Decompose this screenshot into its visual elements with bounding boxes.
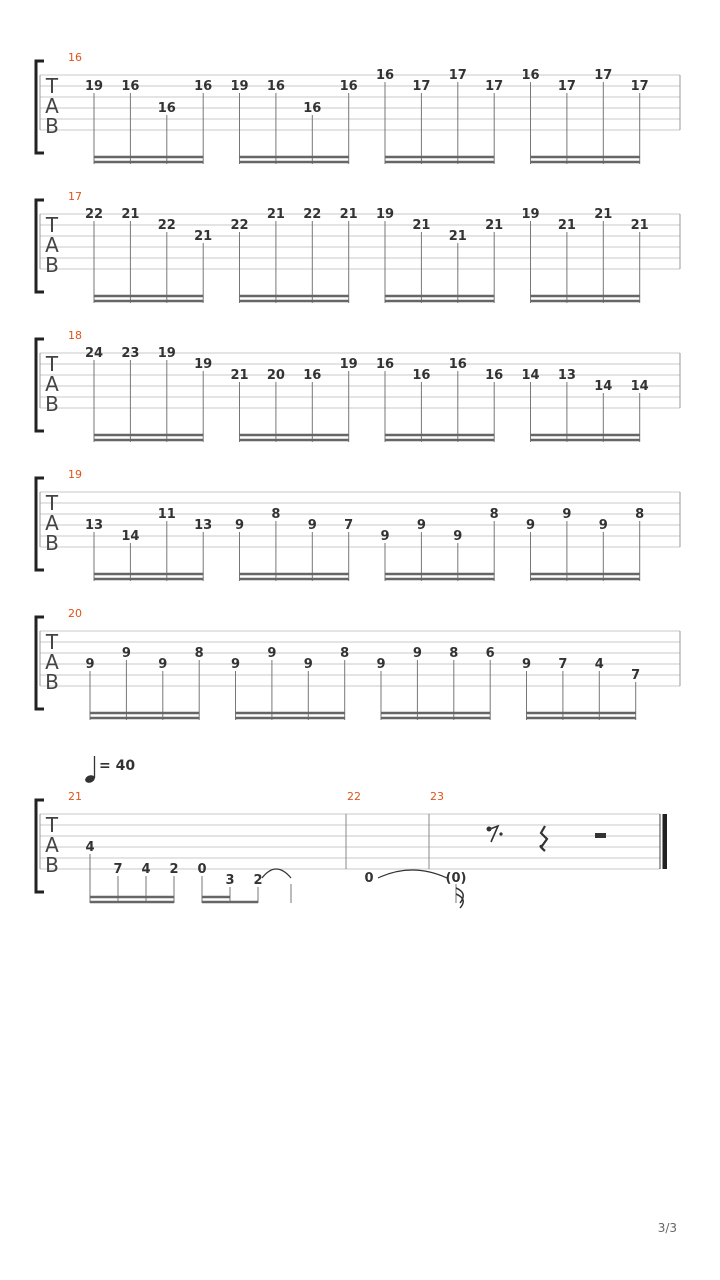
tab-clef-b: B — [45, 114, 59, 138]
fret-number: 9 — [562, 507, 572, 522]
fret-number: 2 — [253, 873, 263, 888]
page-number: 3/3 — [657, 1221, 677, 1235]
fret-number: 0 — [364, 871, 374, 886]
fret-number: 17 — [448, 68, 467, 83]
tab-clef-b: B — [45, 670, 59, 694]
fret-number: 19 — [84, 79, 104, 94]
fret-number: 9 — [412, 646, 422, 661]
tempo-marking — [84, 756, 96, 784]
fret-number: 22 — [157, 218, 176, 233]
fret-number: 0 — [197, 862, 207, 877]
tab-clef-a: A — [45, 233, 59, 257]
fret-number: 9 — [234, 518, 245, 533]
fret-number: 9 — [85, 657, 95, 672]
fret-number: 16 — [339, 79, 358, 94]
fret-number: 23 — [121, 346, 140, 361]
fret-number: 9 — [376, 657, 386, 672]
fret-number: 21 — [630, 218, 649, 233]
fret-number: 9 — [267, 646, 277, 661]
fret-number: 9 — [380, 529, 390, 544]
fret-number: 8 — [449, 646, 459, 661]
fret-number: 21 — [230, 368, 249, 383]
fret-number: 21 — [266, 207, 285, 222]
fret-number: 7 — [344, 518, 354, 533]
fret-number: 9 — [307, 518, 317, 533]
tab-clef-b: B — [45, 392, 59, 416]
fret-number: 22 — [84, 207, 104, 222]
fret-number: 2 — [169, 862, 179, 877]
tempo-value: = 40 — [99, 758, 136, 774]
fret-number: 9 — [158, 657, 168, 672]
flag-icon — [456, 888, 463, 908]
tab-clef-a: A — [45, 511, 59, 535]
fret-number: 16 — [266, 79, 285, 94]
fret-number: 17 — [412, 79, 431, 94]
measure-number: 18 — [68, 329, 82, 342]
tab-clef-a: A — [45, 650, 59, 674]
fret-number: 24 — [84, 346, 104, 361]
fret-number: 21 — [594, 207, 613, 222]
fret-number: 16 — [194, 79, 213, 94]
tie-arc — [378, 870, 447, 878]
fret-number: 16 — [375, 357, 395, 372]
measure-number: 19 — [68, 468, 82, 481]
fret-number: 21 — [412, 218, 431, 233]
fret-number: 9 — [230, 657, 241, 672]
fret-number: 8 — [194, 646, 204, 661]
fret-number: 19 — [230, 79, 249, 94]
measure-number: 22 — [347, 790, 361, 803]
fret-number: 21 — [339, 207, 358, 222]
fret-number: 14 — [121, 529, 140, 544]
fret-number: 16 — [485, 368, 504, 383]
measure-number: 20 — [68, 607, 82, 620]
fret-number: 17 — [630, 79, 649, 94]
tab-clef-b: B — [45, 531, 59, 555]
fret-number: 8 — [340, 646, 350, 661]
fret-number: 3 — [225, 873, 235, 888]
fret-number: 8 — [271, 507, 281, 522]
fret-number: 13 — [194, 518, 213, 533]
fret-number: 9 — [521, 657, 532, 672]
fret-number: 19 — [194, 357, 213, 372]
eighth-rest-dotted-icon — [487, 826, 503, 842]
fret-number: 8 — [489, 507, 499, 522]
tab-clef-t: T — [45, 213, 59, 237]
fret-number: 9 — [525, 518, 536, 533]
tab-clef-b: B — [45, 253, 59, 277]
fret-number: 7 — [113, 862, 123, 877]
half-rest-icon — [595, 833, 606, 838]
fret-number: 9 — [121, 646, 131, 661]
fret-number: 9 — [453, 529, 463, 544]
fret-number: 16 — [412, 368, 431, 383]
fret-number: 14 — [521, 368, 540, 383]
tab-clef-t: T — [45, 74, 59, 98]
fret-number: 14 — [630, 379, 649, 394]
fret-number: 7 — [631, 668, 641, 683]
fret-number: 6 — [485, 646, 495, 661]
fret-number: 19 — [339, 357, 358, 372]
fret-number: 16 — [521, 68, 540, 83]
fret-number: 21 — [485, 218, 504, 233]
measure-number: 23 — [430, 790, 444, 803]
fret-number: 4 — [85, 840, 95, 855]
fret-number: 16 — [375, 68, 395, 83]
fret-number: 4 — [141, 862, 151, 877]
fret-number: 21 — [448, 229, 467, 244]
fret-number: 16 — [121, 79, 140, 94]
fret-number: 17 — [594, 68, 613, 83]
rest-dot — [499, 832, 502, 835]
tab-clef-a: A — [45, 372, 59, 396]
fret-number: 4 — [594, 657, 604, 672]
fret-number: 13 — [557, 368, 576, 383]
fret-number: 22 — [230, 218, 249, 233]
measure-number: 17 — [68, 190, 82, 203]
tab-clef-t: T — [45, 630, 59, 654]
tie-arc — [262, 869, 291, 878]
final-barline-thick — [663, 814, 668, 869]
fret-number: 19 — [375, 207, 395, 222]
fret-number: 9 — [416, 518, 426, 533]
measure-number: 16 — [68, 51, 82, 64]
tab-clef-a: A — [45, 94, 59, 118]
fret-number: 14 — [594, 379, 613, 394]
fret-number: 20 — [266, 368, 285, 383]
fret-number: 9 — [303, 657, 313, 672]
fret-number: 16 — [303, 368, 322, 383]
fret-number: 13 — [84, 518, 104, 533]
tab-clef-t: T — [45, 352, 59, 376]
fret-number: 16 — [448, 357, 467, 372]
fret-number: 16 — [303, 101, 322, 116]
tab-clef-t: T — [45, 491, 59, 515]
fret-number: 21 — [557, 218, 576, 233]
fret-number: 19 — [521, 207, 540, 222]
fret-number: 21 — [194, 229, 213, 244]
fret-number: 8 — [635, 507, 645, 522]
fret-number: 21 — [121, 207, 140, 222]
tab-clef-b: B — [45, 853, 59, 877]
tab-clef-a: A — [45, 833, 59, 857]
tab-clef-t: T — [45, 813, 59, 837]
fret-number: 7 — [558, 657, 568, 672]
fret-number: 11 — [157, 507, 176, 522]
fret-number: (0) — [445, 871, 467, 886]
measure-number: 21 — [68, 790, 82, 803]
fret-number: 16 — [157, 101, 176, 116]
fret-number: 19 — [157, 346, 176, 361]
fret-number: 9 — [598, 518, 608, 533]
fret-number: 17 — [557, 79, 576, 94]
fret-number: 22 — [303, 207, 322, 222]
fret-number: 17 — [485, 79, 504, 94]
